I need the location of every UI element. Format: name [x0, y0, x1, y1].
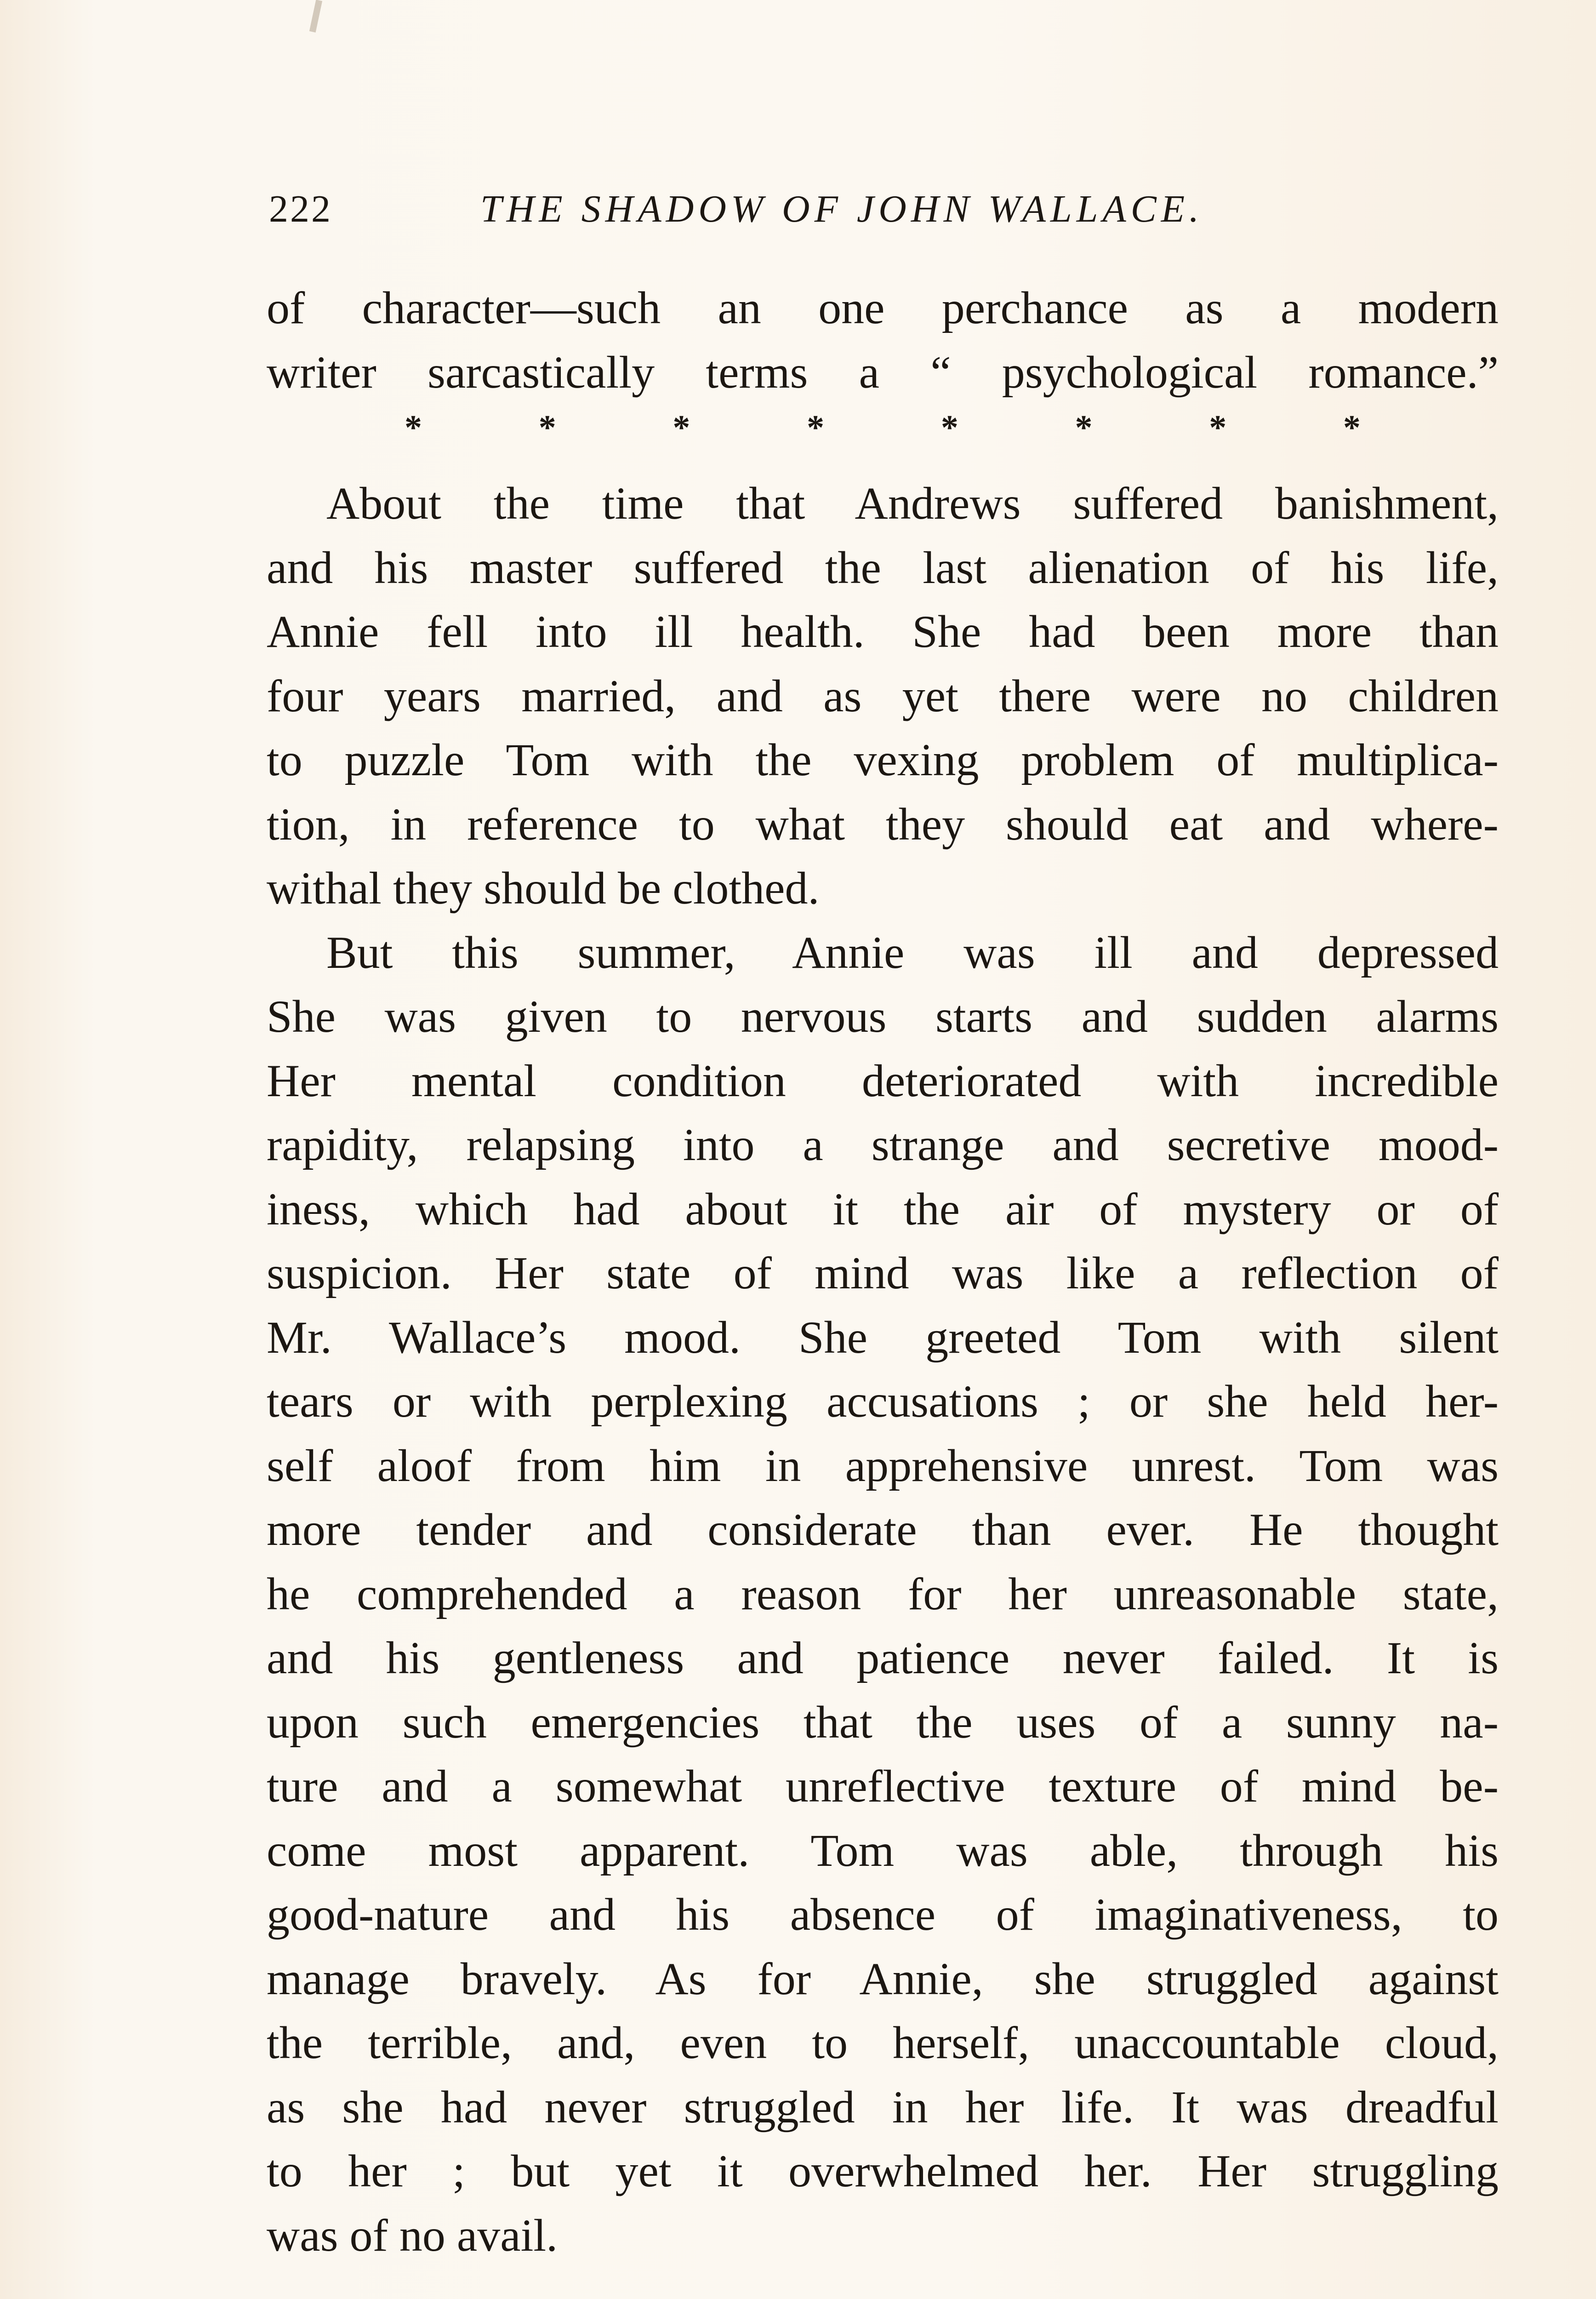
asterisk: * [673, 408, 690, 447]
text-line: Her mental condition deteriorated with incredible [267, 1055, 1499, 1106]
running-title: THE SHADOW OF JOHN WALLACE. [480, 188, 1204, 230]
text-line: Annie fell into ill health. She had been more than [267, 606, 1499, 657]
text-line: and his master suffered the last alienation of his life, [267, 542, 1499, 593]
text-line: withal they should be clothed. [267, 863, 820, 914]
asterisk: * [940, 408, 958, 447]
text-line: But this summer, Annie was ill and depressed [326, 926, 1499, 978]
text-line: She was given to nervous starts and sudden alarms [267, 991, 1499, 1042]
text-line: upon such emergencies that the uses of a sunny na- [267, 1696, 1499, 1748]
text-line: four years married, and as yet there were no children [267, 670, 1499, 721]
paragraph [267, 471, 1499, 921]
text-line: of character—such an one perchance as a modern [267, 282, 1499, 333]
paragraph [267, 921, 1499, 2268]
text-line: About the time that Andrews suffered banishment, [326, 478, 1499, 529]
spacer [267, 458, 1499, 471]
text-line: self aloof from him in apprehensive unrest. Tom was [267, 1440, 1499, 1491]
text-line: he comprehended a reason for her unreasonable state, [267, 1568, 1499, 1619]
asterisk: * [1343, 408, 1361, 447]
asterisk: * [1209, 408, 1227, 447]
text-line: and his gentleness and patience never failed. It is [267, 1632, 1499, 1683]
text-line: writer sarcastically terms a “ psychological romance.” [267, 346, 1499, 398]
text-line: to her ; but yet it overwhelmed her. Her struggling [267, 2145, 1499, 2196]
text-line: iness, which had about it the air of mystery or of [267, 1183, 1499, 1235]
text-line: to puzzle Tom with the vexing problem of multiplica- [267, 734, 1499, 785]
text-line: tears or with perplexing accusations ; or she held her- [267, 1376, 1499, 1427]
text-line: suspicion. Her state of mind was like a reflection of [267, 1247, 1499, 1298]
text-line: was of no avail. [267, 2209, 558, 2261]
asterisk: * [405, 408, 422, 447]
text-line: ture and a somewhat unreflective texture of mind be- [267, 1761, 1499, 1812]
text-line: good-nature and his absence of imaginativeness, to [267, 1889, 1499, 1940]
text-line: the terrible, and, even to herself, unaccountable cloud, [267, 2017, 1499, 2068]
asterisk: * [1075, 408, 1093, 447]
text-line: more tender and considerate than ever. He thought [267, 1504, 1499, 1555]
text-line: Mr. Wallace’s mood. She greeted Tom with silent [267, 1311, 1499, 1363]
page-header [269, 182, 1492, 237]
section-break [267, 398, 1499, 458]
page-number: 222 [269, 188, 332, 230]
text-line: as she had never struggled in her life. It was dreadful [267, 2081, 1499, 2133]
text-line: come most apparent. Tom was able, through his [267, 1824, 1499, 1876]
body-text [267, 276, 1499, 2267]
pencil-mark [309, 0, 322, 33]
text-line: tion, in reference to what they should eat and where- [267, 798, 1499, 850]
text-line: rapidity, relapsing into a strange and secretive mood- [267, 1119, 1499, 1170]
asterisk: * [538, 408, 556, 447]
text-line: manage bravely. As for Annie, she struggled against [267, 1953, 1499, 2004]
asterisk: * [807, 408, 825, 447]
